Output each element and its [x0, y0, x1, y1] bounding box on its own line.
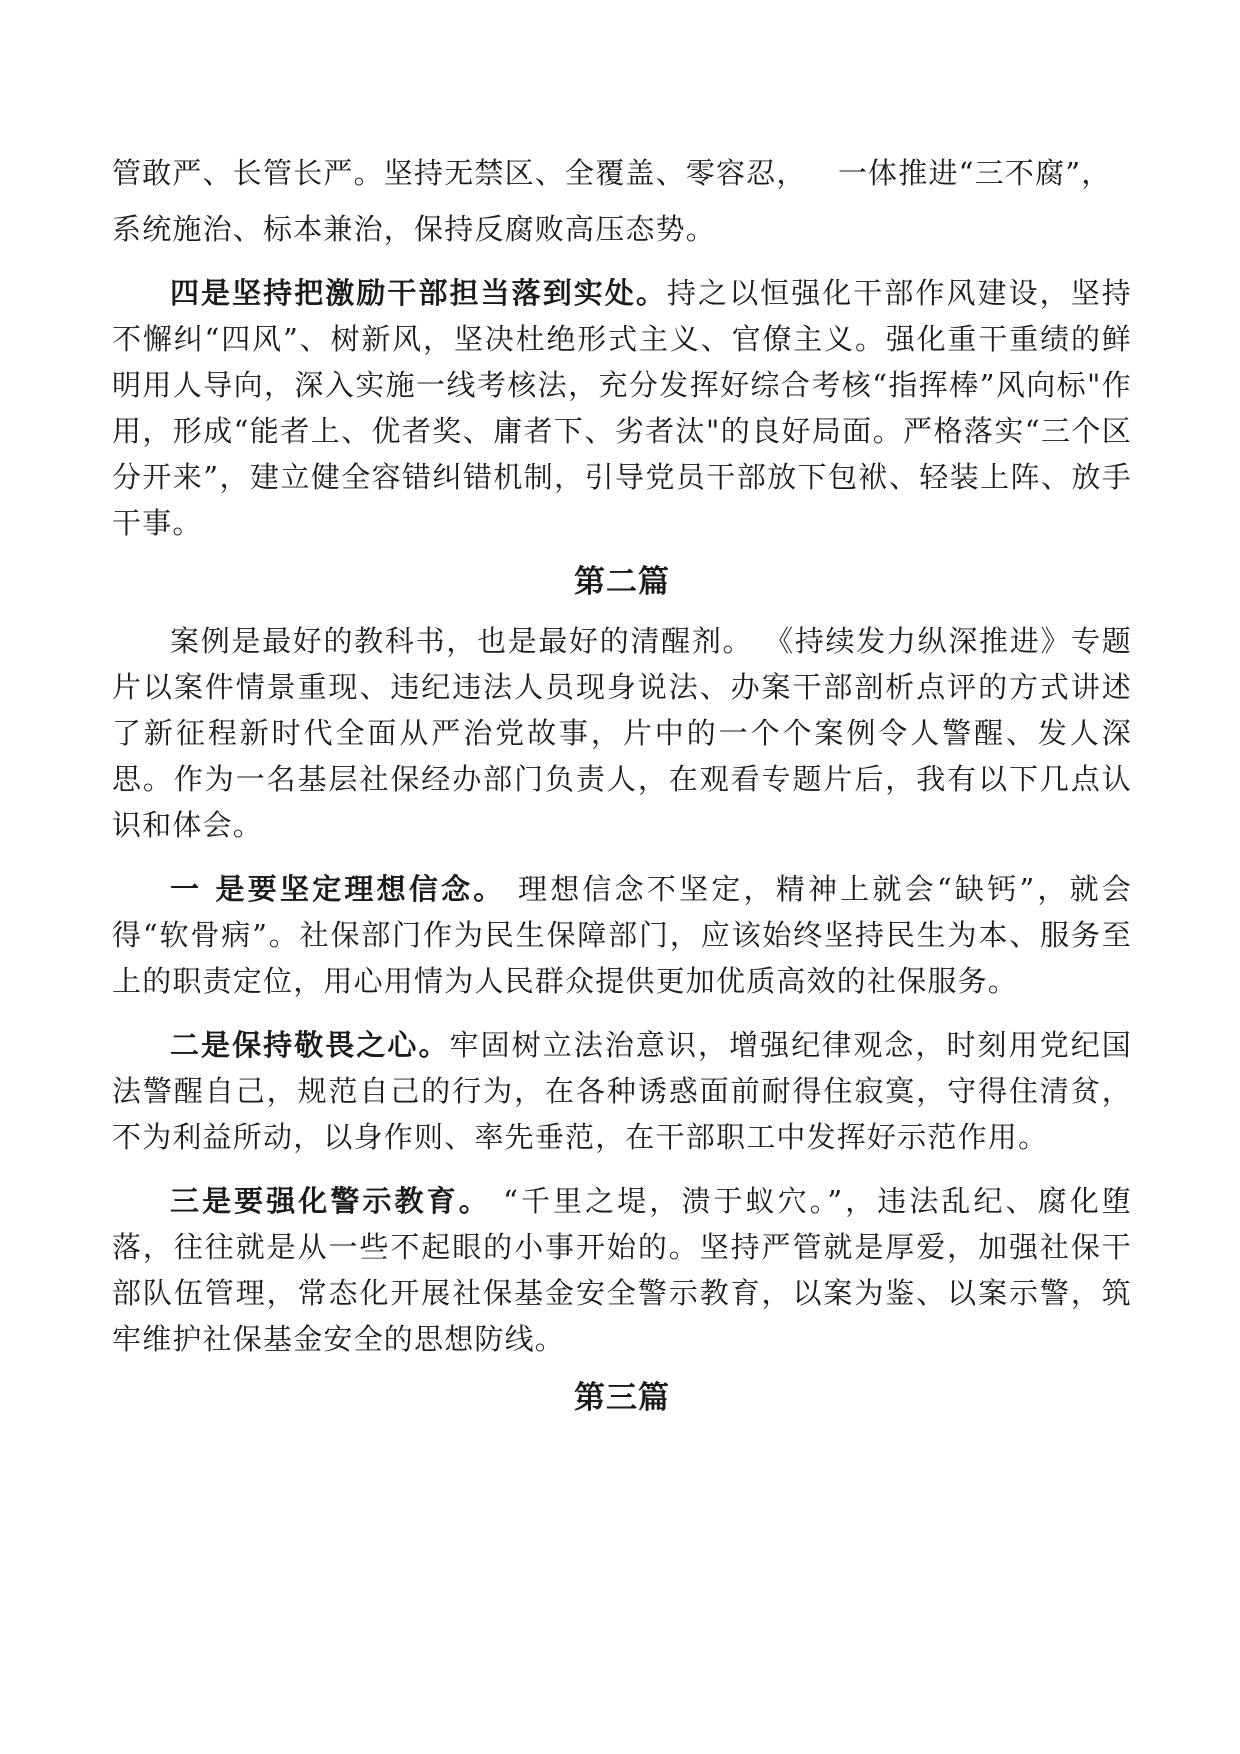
intro-line-2: 系统施治、标本兼治，保持反腐败高压态势。 [112, 212, 717, 246]
document-body [112, 150, 1132, 1434]
point-4-body: 持之以恒强化干部作风建设，坚持不懈纠“四风”、树新风，坚决杜绝形式主义、官僚主义。强化重干重绩的鲜明用人导向，深入实施一线考核法，充分发挥好综合考核“指挥棒”风向标"作用，形成“能者上、优者奖、庸者下、劣者汰"的良好局面。严格落实“三个区分开来”，建立健全容错纠错机制，引导党员干部放下包袱、轻装上阵、放手干事。 [112, 276, 1132, 540]
section-2-point-1-lead: 一 是要坚定理想信念。 [170, 872, 506, 906]
section-2-point-1-body: 理想信念不坚定，精神上就会“缺钙”，就会得“软骨病”。社保部门作为民生保障部门，应该始终坚持民生为本、服务至上的职责定位，用心用情为人民群众提供更加优质高效的社保服务。 [112, 872, 1133, 998]
section-2-point-3-lead: 三是要强化警示教育。 [170, 1184, 491, 1218]
section-2-point-3 [112, 1178, 1132, 1362]
section-2-point-2 [112, 1022, 1132, 1160]
intro-line-1: 管敢严、长管长严。坚持无禁区、全覆盖、零容忍， 一体推进“三不腐”， [112, 156, 1112, 190]
section-2-point-1 [112, 866, 1132, 1004]
paragraph-point-4 [112, 270, 1132, 546]
section-2-point-3-body: “千里之堤，溃于蚁穴。”，违法乱纪、腐化堕落，往往就是从一些不起眼的小事开始的。坚持严管就是厚爱，加强社保干部队伍管理，常态化开展社保基金安全警示教育，以案为鉴、以案示警，筑牢维护社保基金安全的思想防线。 [112, 1184, 1132, 1356]
section-2-point-2-lead: 二是保持敬畏之心。 [170, 1028, 450, 1062]
section-2-heading: 第二篇 [574, 564, 670, 600]
section-2-intro: 案例是最好的教科书，也是最好的清醒剂。 《持续发力纵深推进》专题片以案件情景重现、违纪违法人员现身说法、办案干部剖析点评的方式讲述了新征程新时代全面从严治党故事，片中的一个个案例令人警醒、发人深思。作为一名基层社保经办部门负责人，在观看专题片后，我有以下几点认识和体会。 [112, 624, 1132, 842]
point-4-lead: 四是坚持把激励干部担当落到实处。 [170, 276, 667, 310]
section-2-point-2-body: 牢固树立法治意识，增强纪律观念，时刻用党纪国法警醒自己，规范自己的行为，在各种诱惑面前耐得住寂寞，守得住清贫，不为利益所动，以身作则、率先垂范，在干部职工中发挥好示范作用。 [112, 1028, 1132, 1154]
section-3-heading: 第三篇 [574, 1380, 670, 1416]
